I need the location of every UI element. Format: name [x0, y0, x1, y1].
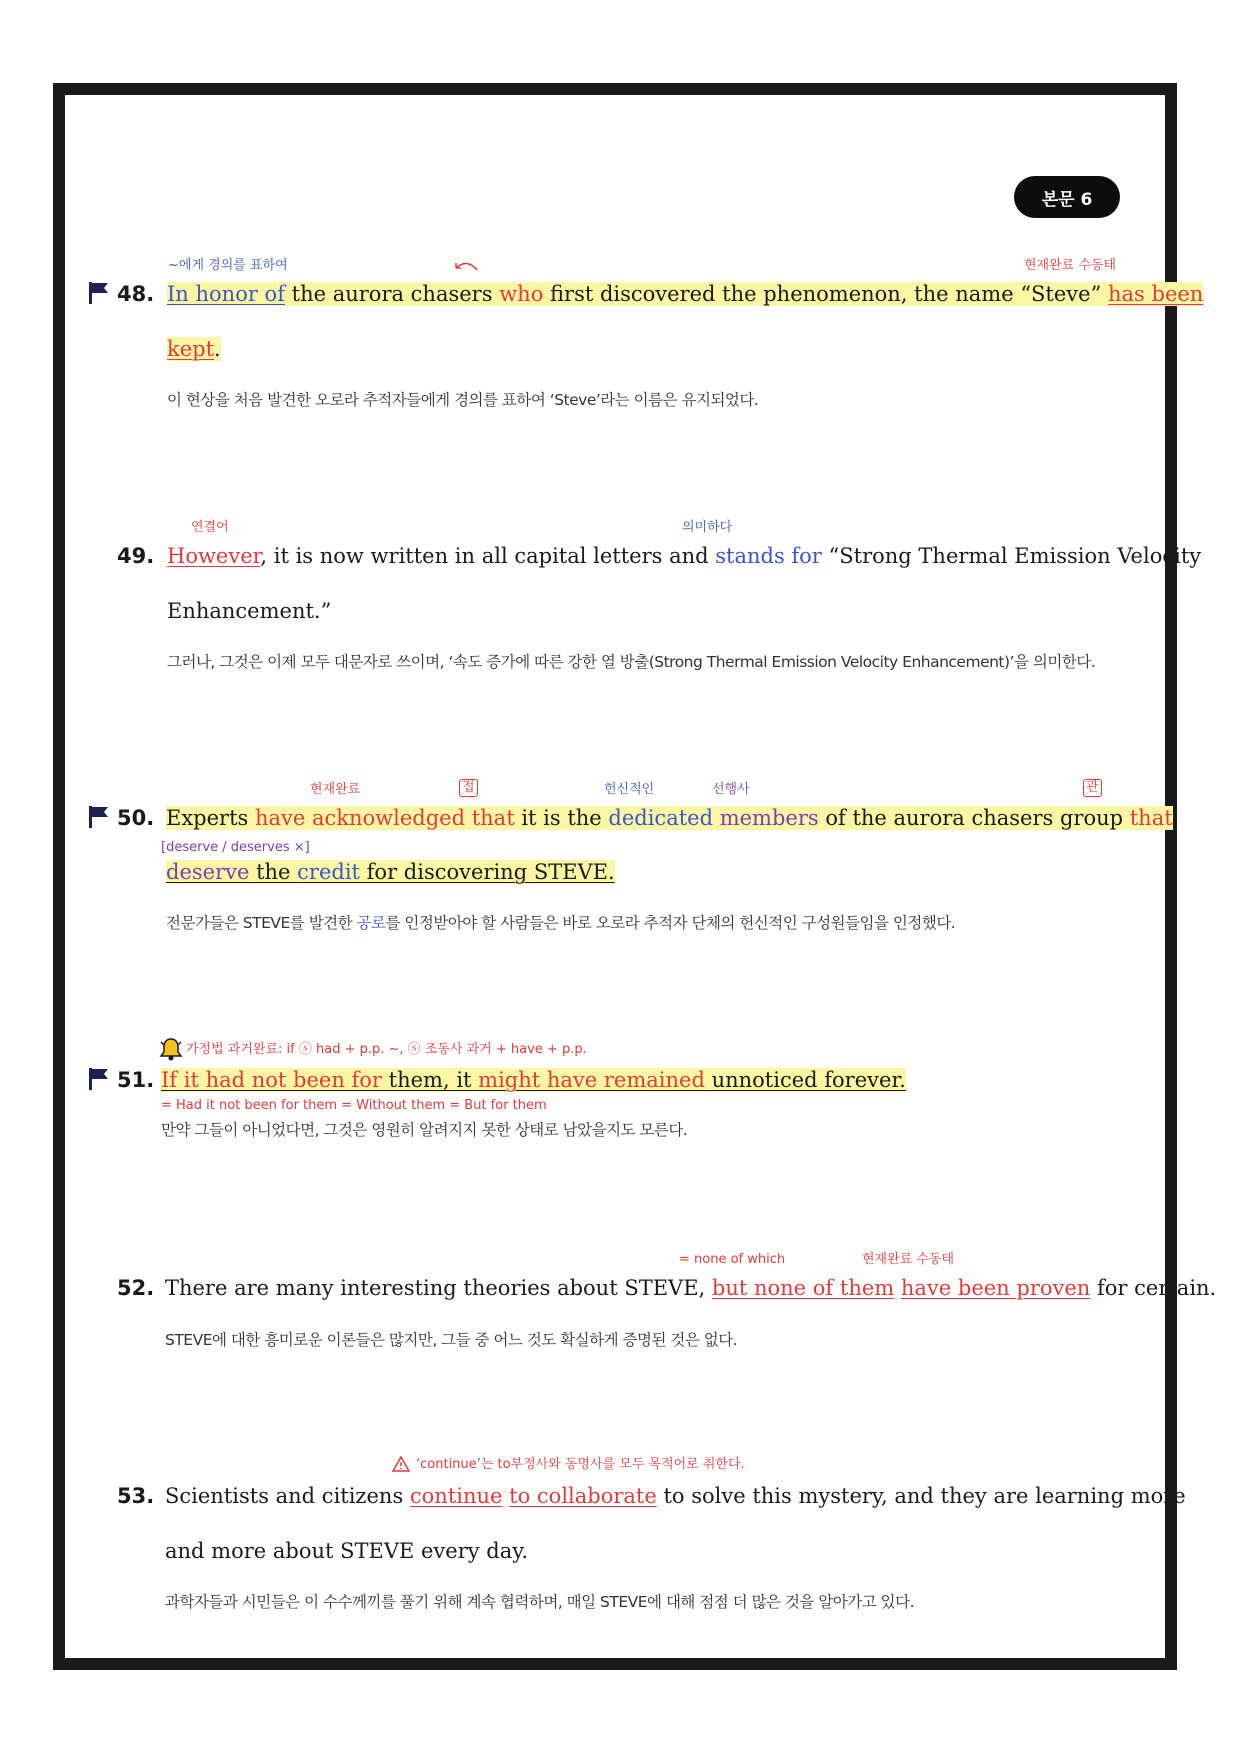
annotation: 연결어: [191, 520, 229, 535]
phrase: to collaborate: [509, 1484, 657, 1508]
sentence-line: [166, 805, 1173, 831]
text: for discovering STEVE.: [359, 860, 615, 884]
item-number: 53.: [117, 1484, 155, 1508]
annotation-box: [1083, 779, 1102, 797]
annotation: = none of which: [679, 1252, 786, 1267]
phrase: kept: [167, 337, 215, 361]
annotation: 의미하다: [682, 520, 733, 535]
text: unnoticed forever.: [704, 1068, 906, 1092]
korean-translation: 그러나, 그것은 이제 모두 대문자로 쓰이며, ‘속도 증가에 따른 강한 열 방출(Strong Thermal Emission Velocity Enhancement)’을 의미한다.: [167, 653, 1096, 671]
text: There are many interesting theories about STEVE,: [165, 1276, 712, 1300]
box-label: 접: [459, 779, 478, 797]
phrase: If it had not been for: [161, 1068, 382, 1092]
bell-icon: [158, 1036, 184, 1062]
text: 전문가들은 STEVE를 발견한: [166, 914, 357, 932]
text: , it is now written in all capital letters and: [260, 544, 716, 568]
phrase: credit: [297, 860, 360, 884]
item-number: 52.: [117, 1276, 155, 1300]
text: for certain.: [1090, 1276, 1217, 1300]
phrase: deserve: [166, 860, 250, 884]
text: 를 인정받아야 할 사람들은 바로 오로라 추적자 단체의 헌신적인 구성원들임을 인정했다.: [385, 914, 956, 932]
annotation: 가정법 과거완료: if ⓢ had + p.p. ~, ⓢ 조동사 과거 + have + p.p.: [186, 1042, 587, 1057]
phrase: have acknowledged that: [254, 806, 515, 830]
text: “Strong Thermal Emission Velocity: [821, 544, 1202, 568]
phrase: In honor of: [167, 282, 285, 306]
phrase: who: [499, 282, 544, 306]
phrase: that: [1129, 806, 1173, 830]
annotation: 헌신적인: [604, 782, 655, 797]
flag-icon: [88, 805, 110, 829]
text: Experts: [166, 806, 255, 830]
phrase: members: [719, 806, 819, 830]
flag-icon: [88, 1067, 110, 1091]
text: of the aurora chasers group: [818, 806, 1130, 830]
flag-icon: [88, 281, 110, 305]
phrase: dedicated: [608, 806, 714, 830]
sentence-line: Enhancement.”: [167, 599, 332, 623]
phrase: stands for: [715, 544, 822, 568]
annotation: 선행사: [712, 782, 750, 797]
section-badge: 본문 6: [1014, 176, 1120, 218]
korean-translation: [166, 913, 955, 933]
text: the aurora chasers: [284, 282, 500, 306]
annotation: 현재완료: [310, 782, 361, 797]
annotation: ~에게 경의를 표하여: [168, 258, 288, 273]
sentence-line: [167, 336, 221, 362]
item-number: 49.: [117, 544, 155, 568]
annotation: = Had it not been for them = Without them = But for them: [161, 1098, 547, 1113]
annotation: ‘continue’는 to부정사와 동명사를 모두 목적어로 취한다.: [416, 1457, 745, 1472]
text: Scientists and citizens: [165, 1484, 410, 1508]
text: it is the: [514, 806, 609, 830]
annotation: 현재완료 수동태: [1024, 258, 1117, 273]
sentence-line: and more about STEVE every day.: [165, 1539, 529, 1563]
korean-translation: STEVE에 대한 흥미로운 이론들은 많지만, 그들 중 어느 것도 확실하게 증명된 것은 없다.: [165, 1331, 738, 1349]
phrase: but none of them: [711, 1276, 895, 1300]
text: [894, 1276, 901, 1300]
sentence-line: [167, 543, 1201, 569]
korean-translation: 이 현상을 처음 발견한 오로라 추적자들에게 경의를 표하여 ‘Steve’라는 이름은 유지되었다.: [167, 391, 759, 409]
item-number: 51.: [117, 1068, 155, 1092]
sentence-line: [165, 1483, 1186, 1509]
phrase: has been: [1108, 282, 1204, 306]
curved-arrow-icon: [453, 260, 479, 272]
phrase: might have remained: [478, 1068, 705, 1092]
text: 공로: [356, 914, 386, 932]
item-number: 50.: [117, 806, 155, 830]
annotation: 현재완료 수동태: [862, 1252, 955, 1267]
box-label: 관: [1083, 779, 1102, 797]
sentence-line: [166, 859, 615, 885]
text: first discovered the phenomenon, the name “Steve”: [543, 282, 1109, 306]
phrase: continue: [409, 1484, 503, 1508]
sentence-line: [167, 281, 1203, 307]
sentence-line: [161, 1067, 906, 1093]
text: [713, 806, 720, 830]
phrase: However: [167, 544, 261, 568]
phrase: have been proven: [900, 1276, 1091, 1300]
korean-translation: 만약 그들이 아니었다면, 그것은 영원히 알려지지 못한 상태로 남았을지도 모른다.: [161, 1121, 688, 1139]
text: .: [214, 337, 221, 361]
annotation: [deserve / deserves ×]: [161, 840, 310, 855]
text: to solve this mystery, and they are learning more: [656, 1484, 1186, 1508]
item-number: 48.: [117, 282, 155, 306]
text: them, it: [381, 1068, 479, 1092]
text: the: [249, 860, 298, 884]
annotation-box: [459, 779, 478, 797]
warning-icon: [392, 1456, 410, 1472]
korean-translation: 과학자들과 시민들은 이 수수께끼를 풀기 위해 계속 협력하며, 매일 STEVE에 대해 점점 더 많은 것을 알아가고 있다.: [165, 1593, 915, 1611]
sentence-line: [165, 1275, 1216, 1301]
